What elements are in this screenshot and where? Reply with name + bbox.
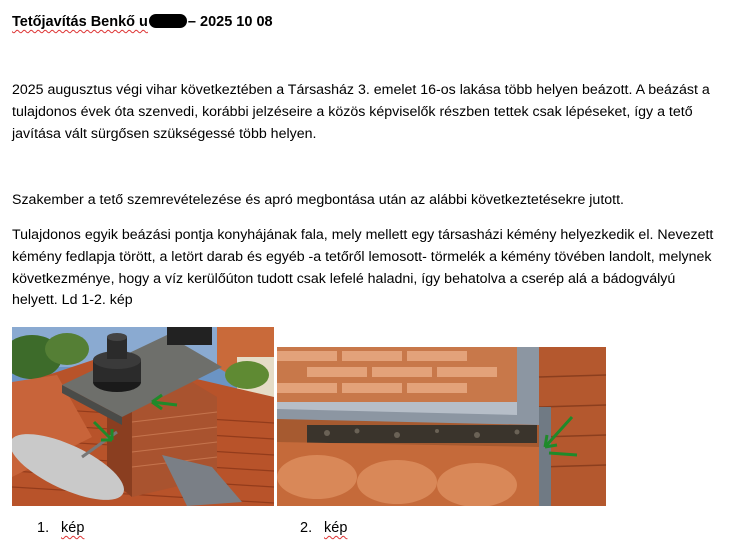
caption-label: kép — [324, 520, 348, 536]
caption-label: kép — [61, 520, 85, 536]
caption-photo-2 — [300, 520, 347, 536]
paragraph-storm-damage: 2025 augusztus végi vihar következtében a Társasház 3. emelet 16-os lakása több helyen beázott. A beázást a tulajdonos évek óta szenvedi, korábbi jelzéseire a közös képviselők részben tettek csak lépéseket, így a tető javítása vált sürgősen szükségessé több helyen. — [12, 82, 710, 142]
paragraph-inspection: Szakember a tető szemrevételezése és apró megbontása után az alábbi következtetésekre jutott. — [12, 192, 624, 208]
title-text-end: – 2025 10 08 — [187, 14, 273, 30]
caption-number: 2. — [300, 520, 313, 536]
caption-photo-1 — [37, 520, 84, 536]
caption-number: 1. — [37, 520, 50, 536]
photo-gutter-image — [277, 347, 606, 506]
paragraph-chimney: Tulajdonos egyik beázási pontja konyhájának fala, mely mellett egy társasházi kémény helyezkedik el. Nevezett kémény fedlapja törött, a letört darab és egyéb -a tetőről lemosott- törmelék a kémény tövében landolt, melynek következménye, hogy a víz kerülőúton tudott csak lefelé haladni, így behatolva a cserép alá a bádogvályú helyett. Ld 1-2. kép — [12, 227, 714, 309]
photo-chimney-image — [12, 327, 274, 506]
photo-gutter — [277, 347, 606, 506]
photo-chimney — [12, 327, 274, 506]
redaction-mark — [149, 14, 187, 28]
title-text-start: Tetőjavítás Benkő u — [12, 14, 148, 30]
document-title — [12, 14, 273, 30]
